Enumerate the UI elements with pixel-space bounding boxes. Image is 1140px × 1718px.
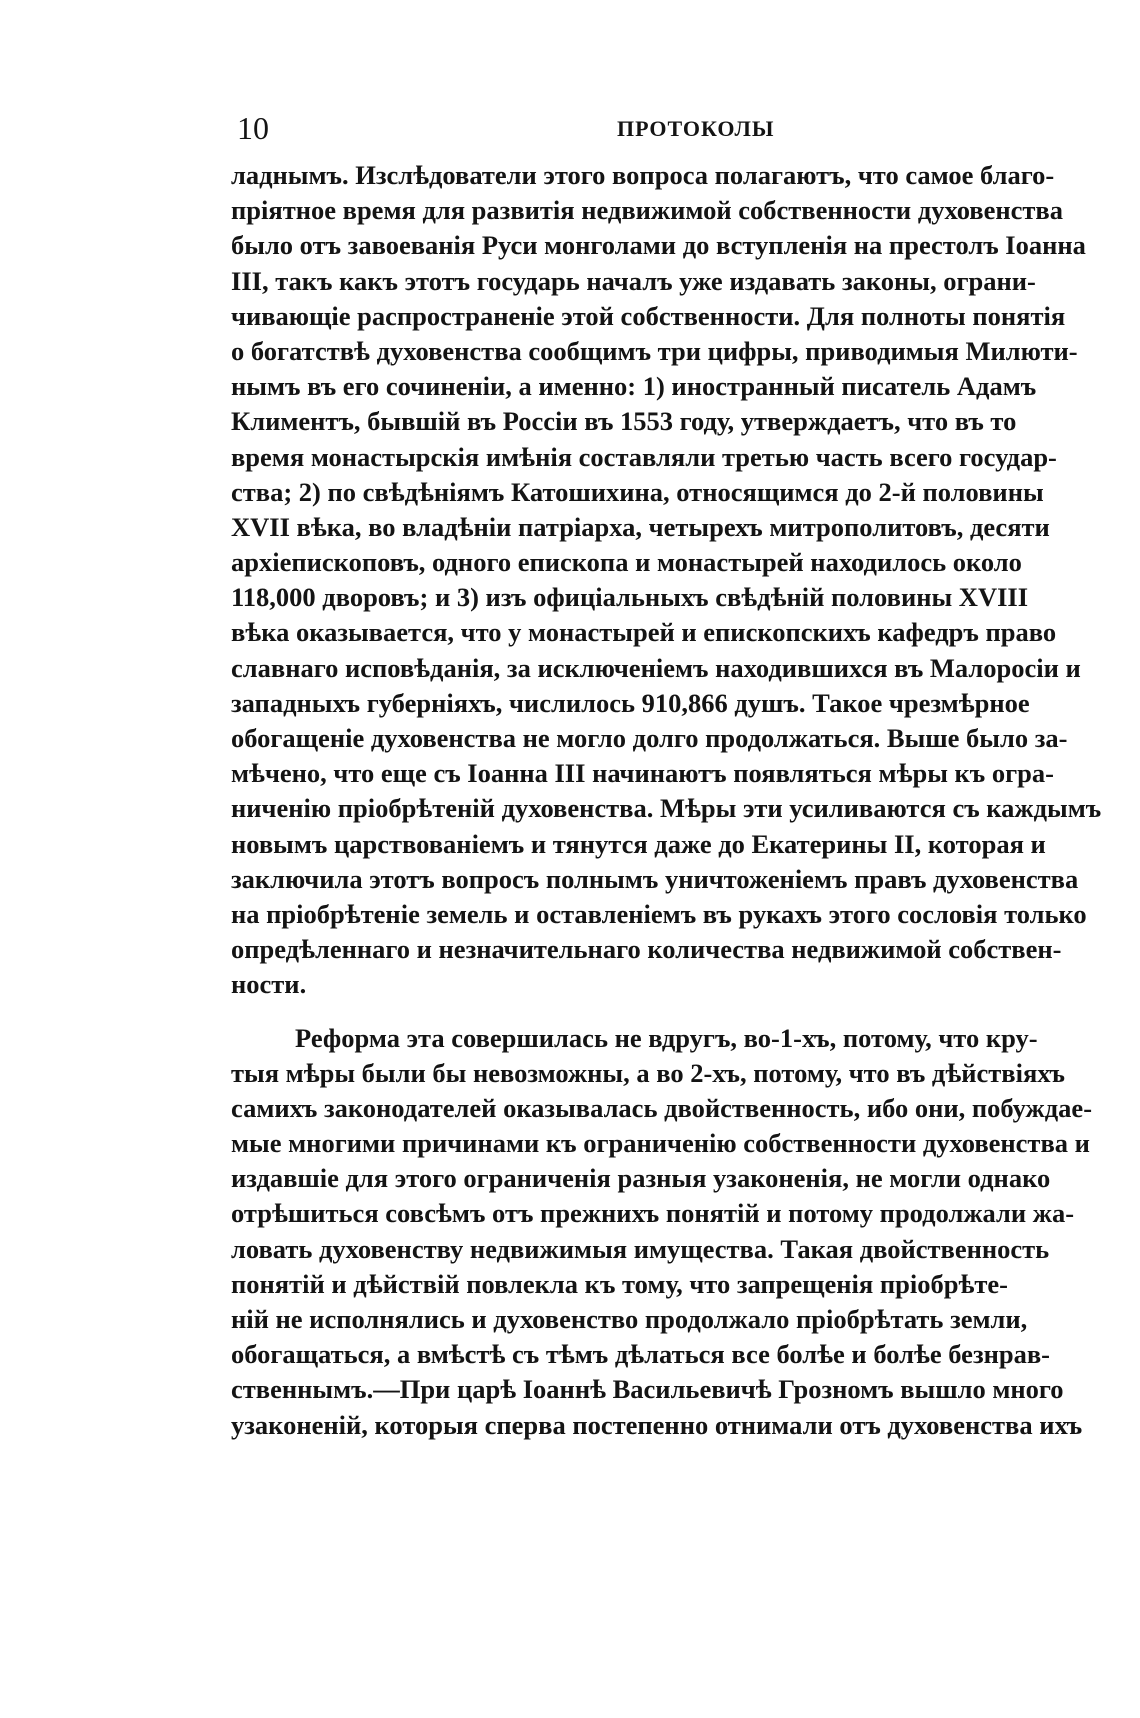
text-line: западныхъ губерніяхъ, числилось 910,866 душъ. Такое чрезмѣрное (231, 687, 1030, 718)
text-line: самихъ законодателей оказывалась двойственность, ибо они, побуждае- (231, 1092, 1093, 1123)
text-line: архіепископовъ, одного епископа и монастырей находилось около (231, 547, 1022, 578)
paragraph-1 (231, 158, 1102, 1003)
text-line: новымъ царствованіемъ и тянутся даже до Екатерины II, которая и (231, 828, 1046, 859)
text-line: отрѣшиться совсѣмъ отъ прежнихъ понятій и потому продолжали жа- (231, 1198, 1075, 1229)
paragraph-2 (231, 1021, 1093, 1443)
text-line: вѣка оказывается, что у монастырей и епископскихъ кафедръ право (231, 617, 1057, 648)
text-line: о богатствѣ духовенства сообщимъ три цифры, приводимыя Милюти- (231, 335, 1078, 366)
text-line: мые многими причинами къ ограниченію собственности духовенства и (231, 1128, 1090, 1159)
text-line: было отъ завоеванія Руси монголами до вступленія на престолъ Іоанна (231, 230, 1086, 261)
text-line: ниченію пріобрѣтеній духовенства. Мѣры эти усиливаются съ каждымъ (231, 793, 1102, 824)
text-line: ладнымъ. Изслѣдователи этого вопроса полагаютъ, что самое благо- (231, 160, 1055, 190)
text-line: понятій и дѣйствій повлекла къ тому, что запрещенія пріобрѣте- (231, 1268, 1008, 1299)
text-line: Реформа эта совершилась не вдругъ, во-1-хъ, потому, что кру- (295, 1022, 1038, 1053)
text-line: Климентъ, бывшій въ Россіи въ 1553 году, утверждаетъ, что въ то (231, 406, 1017, 437)
text-line: опредѣленнаго и незначительнаго количества недвижимой собствен- (231, 934, 1062, 965)
text-line: заключила этотъ вопросъ полнымъ уничтоженіемъ правъ духовенства (231, 863, 1079, 894)
text-line: ности. (231, 969, 307, 1000)
text-line: XVII вѣка, во владѣніи патріарха, четырехъ митрополитовъ, десяти (231, 511, 1050, 542)
text-line: нымъ въ его сочиненіи, а именно: 1) иностранный писатель Адамъ (231, 371, 1037, 402)
text-line: на пріобрѣтеніе земель и оставленіемъ въ рукахъ этого сословія только (231, 898, 1087, 929)
paragraph-spacer (231, 1003, 1007, 1021)
text-line: ній не исполнялись и духовенство продолжало пріобрѣтать земли, (231, 1304, 1028, 1334)
body-text (231, 158, 1102, 1443)
running-head: ПРОТОКОЛЫ (617, 116, 775, 141)
text-line: ства; 2) по свѣдѣніямъ Катошихина, относящимся до 2-й половины (231, 476, 1044, 507)
page-number: 10 (237, 110, 269, 146)
text-line: время монастырскія имѣнія составляли третью часть всего государ- (231, 441, 1057, 472)
text-line: ловать духовенству недвижимыя имущества. Такая двойственность (231, 1233, 1050, 1264)
text-line: мѣчено, что еще съ Іоанна III начинаютъ появляться мѣры къ огра- (231, 758, 1054, 789)
text-line: славнаго исповѣданія, за исключеніемъ находившихся въ Малоросіи и (231, 652, 1081, 683)
text-line: 118,000 дворовъ; и 3) изъ офиціальныхъ свѣдѣній половины XVIII (231, 582, 1029, 613)
text-line: узаконеній, которыя сперва постепенно отнимали отъ духовенства ихъ (231, 1409, 1083, 1440)
page-header (237, 108, 985, 148)
text-line: обогащеніе духовенства не могло долго продолжаться. Выше было за- (231, 723, 1068, 753)
text-line: издавшіе для этого ограниченія разныя узаконенія, не могли однако (231, 1163, 1051, 1194)
text-line: ственнымъ.—При царѣ Іоаннѣ Васильевичѣ Грозномъ вышло много (231, 1374, 1064, 1405)
text-line: пріятное время для развитія недвижимой собственности духовенства (231, 195, 1063, 226)
text-line: чивающіе распространеніе этой собственности. Для полноты понятія (231, 300, 1066, 331)
text-line: тыя мѣры были бы невозможны, а во 2-хъ, потому, что въ дѣйствіяхъ (231, 1057, 1065, 1088)
text-line: III, такъ какъ этотъ государь началъ уже издавать законы, ограни- (231, 265, 1036, 296)
text-line: обогащаться, а вмѣстѣ съ тѣмъ дѣлаться все болѣе и болѣе безнрав- (231, 1339, 1050, 1370)
